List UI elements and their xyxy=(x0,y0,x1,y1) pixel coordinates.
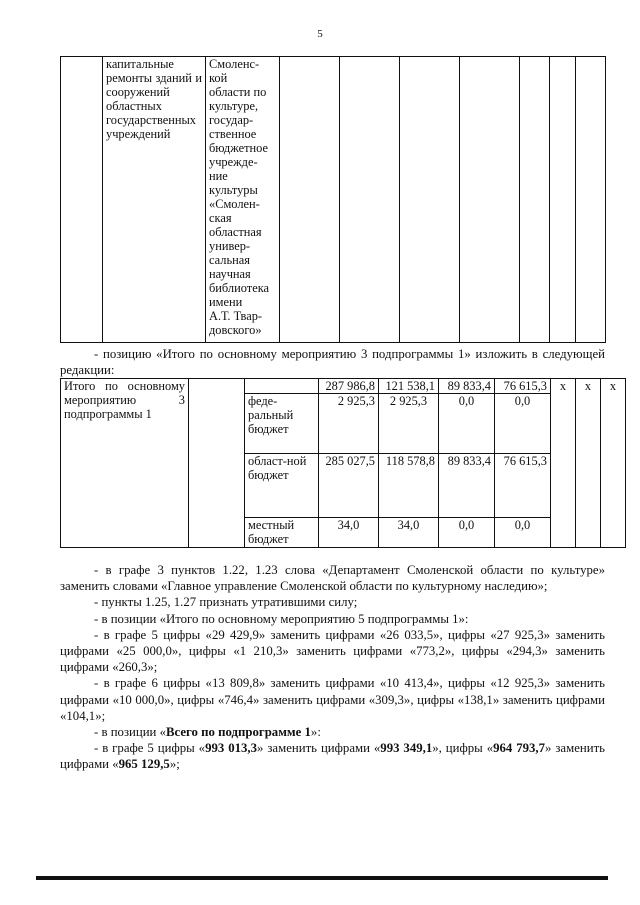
cell-source: феде-ральный бюджет xyxy=(245,394,319,454)
bottom-rule xyxy=(36,876,608,880)
cell-empty xyxy=(340,57,400,343)
cell-description: капитальные ремонты зданий и сооружений областных государственных учреждений xyxy=(103,57,206,343)
cell-year1: 2 925,3 xyxy=(379,394,439,454)
executor-line: кой xyxy=(209,71,228,85)
cell-source: област-ной бюджет xyxy=(245,454,319,518)
cell-year3: 0,0 xyxy=(495,394,551,454)
cell-total-name: Итого по основному мероприятию 3 подпрограммы 1 xyxy=(61,379,189,548)
cell-x: х xyxy=(551,379,576,548)
executor-line: универ- xyxy=(209,239,251,253)
cell-empty xyxy=(576,57,606,343)
cell-year2: 0,0 xyxy=(439,518,495,548)
executor-line: государ- xyxy=(209,113,254,127)
cell-index xyxy=(61,57,103,343)
cell-empty xyxy=(520,57,550,343)
cell-year2: 89 833,4 xyxy=(439,454,495,518)
cell-year1: 34,0 xyxy=(379,518,439,548)
executor-line: ская xyxy=(209,211,232,225)
cell-executor xyxy=(206,57,280,343)
paragraph-7: - в позиции «Всего по подпрограмме 1»: xyxy=(94,725,321,740)
cell-empty xyxy=(460,57,520,343)
cell-total: 285 027,5 xyxy=(319,454,379,518)
cell-year3: 0,0 xyxy=(495,518,551,548)
executor-line: научная xyxy=(209,267,251,281)
paragraph-1: - позицию «Итого по основному мероприятию 3 подпрограммы 1» изложить в следующей редакции: xyxy=(60,347,605,378)
cell-total: 34,0 xyxy=(319,518,379,548)
table-continuation xyxy=(60,56,606,343)
executor-line: библиотека xyxy=(209,281,270,295)
table-total-measure-3 xyxy=(60,378,626,548)
amendment-text xyxy=(60,562,605,773)
executor-line: ственное xyxy=(209,127,257,141)
executor-line: бюджетное xyxy=(209,141,269,155)
paragraph-2: - в графе 3 пунктов 1.22, 1.23 слова «Департамент Смоленской области по культуре» заменить словами «Главное управление Смоленской области по культурному наследию»; xyxy=(60,563,605,594)
cell-year3: 76 615,3 xyxy=(495,379,551,394)
executor-line: довского» xyxy=(209,323,262,337)
paragraph-4: - в позиции «Итого по основному мероприятию 5 подпрограммы 1»: xyxy=(94,611,469,626)
executor-line: учрежде- xyxy=(209,155,258,169)
cell-year2: 0,0 xyxy=(439,394,495,454)
cell-total: 2 925,3 xyxy=(319,394,379,454)
paragraph-5: - в графе 5 цифры «29 429,9» заменить цифрами «26 033,5», цифры «27 925,3» заменить цифрами «25 000,0», цифры «1 210,3» заменить цифрами «773,2», цифры «294,3» заменить цифрами «260,3»; xyxy=(60,627,605,675)
cell-year1: 118 578,8 xyxy=(379,454,439,518)
executor-line: области по xyxy=(209,85,267,99)
cell-empty xyxy=(189,379,245,548)
paragraph-3: - пункты 1.25, 1.27 признать утратившими силу; xyxy=(94,595,358,610)
paragraph-6: - в графе 6 цифры «13 809,8» заменить цифрами «10 413,4», цифры «12 925,3» заменить цифрами «10 000,0», цифры «746,4» заменить цифрами «309,3», цифры «138,1» заменить цифрами «104,1»; xyxy=(60,676,605,723)
cell-empty xyxy=(400,57,460,343)
executor-line: культуре, xyxy=(209,99,259,113)
paragraph-8: - в графе 5 цифры «993 013,3» заменить цифрами «993 349,1», цифры «964 793,7» заменить цифрами «965 129,5»; xyxy=(60,741,606,772)
cell-empty xyxy=(280,57,340,343)
cell-source xyxy=(245,379,319,394)
executor-line: областная xyxy=(209,225,262,239)
executor-line: сальная xyxy=(209,253,250,267)
cell-year3: 76 615,3 xyxy=(495,454,551,518)
executor-line: культуры xyxy=(209,183,258,197)
cell-x: х xyxy=(576,379,601,548)
cell-total: 287 986,8 xyxy=(319,379,379,394)
executor-line: Смоленс- xyxy=(209,57,260,71)
executor-line: «Смолен- xyxy=(209,197,260,211)
page-number: 5 xyxy=(317,28,323,40)
cell-empty xyxy=(550,57,576,343)
executor-line: имени xyxy=(209,295,243,309)
cell-year2: 89 833,4 xyxy=(439,379,495,394)
executor-line: ние xyxy=(209,169,228,183)
cell-x: х xyxy=(601,379,626,548)
cell-year1: 121 538,1 xyxy=(379,379,439,394)
cell-source: местный бюджет xyxy=(245,518,319,548)
executor-line: А.Т. Твар- xyxy=(209,309,263,323)
